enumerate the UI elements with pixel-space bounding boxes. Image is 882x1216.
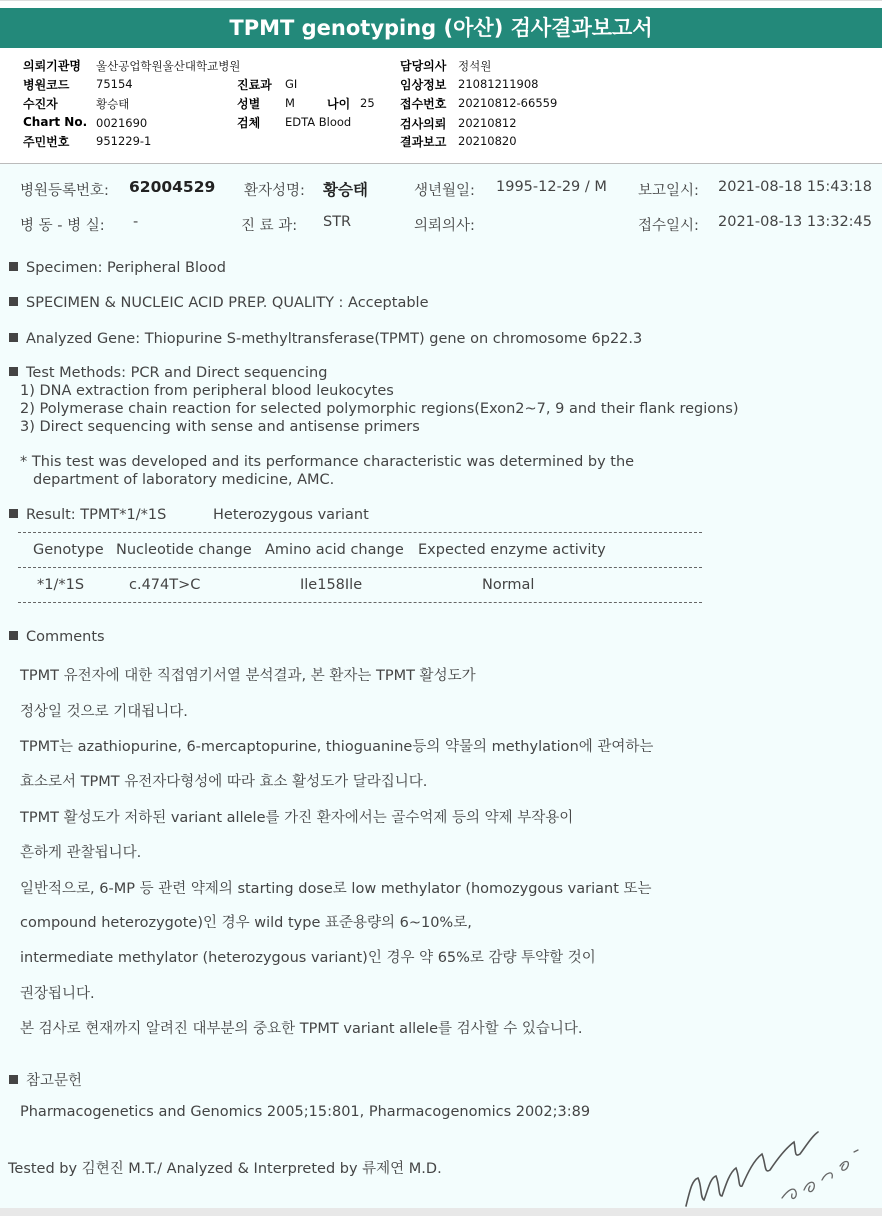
- table-divider: [18, 532, 702, 533]
- table-header-amino: Amino acid change: [265, 542, 404, 558]
- bullet-square-icon: [9, 333, 18, 342]
- bullet-square-icon: [9, 631, 18, 640]
- header-value: 울산공업학원울산대학교병원: [96, 59, 241, 73]
- note-line: * This test was developed and its performance characteristic was determined by the: [20, 454, 635, 470]
- header-label: 수진자: [23, 97, 58, 111]
- methods-title: Test Methods: PCR and Direct sequencing: [26, 365, 328, 381]
- bullet-square-icon: [9, 262, 18, 271]
- header-label: 성별: [237, 97, 261, 111]
- header-value: 75154: [96, 77, 133, 91]
- bullet-square-icon: [9, 297, 18, 306]
- bullet-square-icon: [9, 509, 18, 518]
- header-value: 황승태: [96, 97, 130, 111]
- header-value: GI: [285, 77, 298, 91]
- comment-line: 본 검사로 현재까지 알려진 대부분의 중요한 TPMT variant allele를 검사할 수 있습니다.: [20, 1021, 583, 1037]
- name-label: 환자성명:: [244, 183, 305, 199]
- references-text: Pharmacogenetics and Genomics 2005;15:801, Pharmacogenomics 2002;3:89: [20, 1104, 591, 1120]
- dept-value: STR: [323, 214, 352, 230]
- comment-line: TPMT 유전자에 대한 직접염기서열 분석결과, 본 환자는 TPMT 활성도가: [20, 668, 476, 684]
- header-value: 20210812: [458, 116, 517, 130]
- ward-value: -: [133, 214, 139, 230]
- table-header-nucleotide: Nucleotide change: [116, 542, 252, 558]
- header-label: 주민번호: [23, 135, 70, 149]
- result-type: Heterozygous variant: [213, 507, 369, 523]
- references-title: 참고문헌: [26, 1073, 83, 1089]
- bullet-square-icon: [9, 367, 18, 376]
- comment-line: compound heterozygote)인 경우 wild type 표준용량의 6~10%로,: [20, 915, 472, 931]
- references-title-line: [9, 1069, 82, 1090]
- result-line: [9, 507, 166, 523]
- header-value: EDTA Blood: [285, 115, 352, 129]
- comment-line: 효소로서 TPMT 유전자다형성에 따라 효소 활성도가 달라집니다.: [20, 774, 428, 790]
- methods-title-line: [9, 365, 327, 381]
- receipt-time-value: 2021-08-13 13:32:45: [718, 214, 872, 230]
- method-item: 3) Direct sequencing with sense and antisense primers: [20, 419, 420, 435]
- reg-value: 62004529: [129, 178, 216, 196]
- header-label: 담당의사: [400, 59, 447, 73]
- table-divider: [18, 602, 702, 603]
- header-label: 검사의뢰: [400, 117, 447, 131]
- header-value: 0021690: [96, 116, 148, 130]
- birth-label: 생년월일:: [414, 183, 475, 199]
- comment-line: 흔하게 관찰됩니다.: [20, 845, 142, 861]
- report-time-label: 보고일시:: [638, 183, 699, 199]
- report-time-value: 2021-08-18 15:43:18: [718, 179, 872, 195]
- quality-text: SPECIMEN & NUCLEIC ACID PREP. QUALITY : Acceptable: [26, 295, 429, 311]
- specimen-text: Specimen: Peripheral Blood: [26, 260, 226, 276]
- header-label: 진료과: [237, 78, 272, 92]
- reg-label: 병원등록번호:: [20, 183, 109, 199]
- table-cell-activity: Normal: [482, 577, 535, 593]
- header-label: 임상정보: [400, 78, 447, 92]
- name-value: 황승태: [323, 181, 368, 199]
- header-value: 20210820: [458, 134, 517, 148]
- header-label: 접수번호: [400, 97, 447, 111]
- comment-line: 일반적으로, 6-MP 등 관련 약제의 starting dose로 low methylator (homozygous variant 또는: [20, 881, 652, 897]
- comment-line: TPMT는 azathiopurine, 6-mercaptopurine, thioguanine등의 약물의 methylation에 관여하는: [20, 739, 654, 755]
- receipt-time-label: 접수일시:: [638, 218, 699, 234]
- handwritten-signature: [678, 1120, 868, 1210]
- table-header-genotype: Genotype: [33, 542, 104, 558]
- comments-title-line: [9, 629, 105, 645]
- table-cell-genotype: *1/*1S: [37, 577, 85, 593]
- header-label: 검체: [237, 116, 261, 130]
- birth-value: 1995-12-29 / M: [496, 179, 607, 195]
- comments-title: Comments: [26, 629, 105, 645]
- comment-line: 권장됩니다.: [20, 986, 95, 1002]
- header-label: 의뢰기관명: [23, 59, 81, 73]
- method-item: 1) DNA extraction from peripheral blood leukocytes: [20, 383, 394, 399]
- result-label: Result: TPMT*1/*1S: [26, 507, 167, 523]
- header-value: 21081211908: [458, 77, 539, 91]
- comment-line: 정상일 것으로 기대됩니다.: [20, 704, 188, 720]
- dept-label: 진 료 과:: [241, 218, 298, 234]
- comment-line: intermediate methylator (heterozygous variant)인 경우 약 65%로 감량 투약할 것이: [20, 950, 596, 966]
- header-value: 951229-1: [96, 134, 152, 148]
- comment-line: TPMT 활성도가 저하된 variant allele를 가진 환자에서는 골수억제 등의 약제 부작용이: [20, 810, 574, 826]
- header-label: 나이: [327, 97, 351, 111]
- header-label: 병원코드: [23, 78, 70, 92]
- header-value: 정석원: [458, 59, 492, 73]
- header-label: Chart No.: [23, 115, 88, 129]
- ward-label: 병 동 - 병 실:: [20, 218, 105, 234]
- table-header-activity: Expected enzyme activity: [418, 542, 606, 558]
- bottom-edge: [0, 1208, 882, 1216]
- bullet-square-icon: [9, 1075, 18, 1084]
- report-title: TPMT genotyping (아산) 검사결과보고서: [0, 8, 882, 48]
- report-body: [0, 164, 882, 1210]
- gene-text: Analyzed Gene: Thiopurine S-methyltransferase(TPMT) gene on chromosome 6p22.3: [26, 331, 643, 347]
- specimen-line: [9, 260, 226, 276]
- table-divider: [18, 567, 702, 568]
- table-cell-nucleotide: c.474T>C: [129, 577, 201, 593]
- table-cell-amino: Ile158Ile: [300, 577, 363, 593]
- signature-line: Tested by 김현진 M.T./ Analyzed & Interpreted by 류제연 M.D.: [8, 1161, 442, 1177]
- doctor-label: 의뢰의사:: [414, 218, 475, 234]
- note-line: department of laboratory medicine, AMC.: [33, 472, 335, 488]
- gene-line: [9, 331, 642, 347]
- header-value: 25: [360, 96, 375, 110]
- method-item: 2) Polymerase chain reaction for selected polymorphic regions(Exon2~7, 9 and their flank regions): [20, 401, 739, 417]
- quality-line: [9, 295, 429, 311]
- header-value: 20210812-66559: [458, 96, 558, 110]
- header-label: 결과보고: [400, 135, 447, 149]
- header-value: M: [285, 96, 295, 110]
